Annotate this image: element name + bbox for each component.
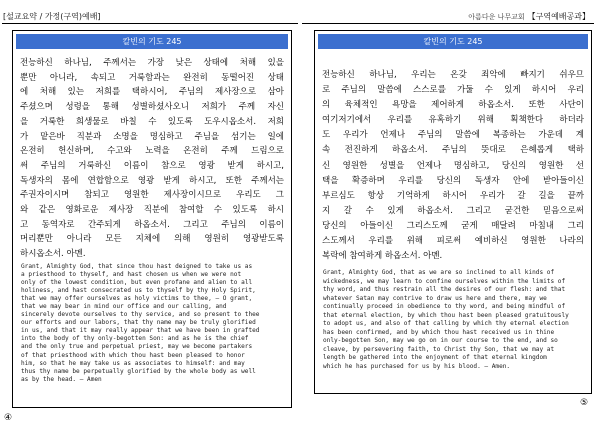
right-header-rule [302,23,594,24]
english-line: in us, and that it may really appear that we have been in grafted [21,327,260,335]
english-line: and the only true and perpetual priest, may we become partakers [21,343,253,351]
english-line: sincerely devote ourselves to thy service, and so present to thee [21,311,260,319]
korean-line: 부르심도 항상 기억하게 하시어 우리가 갈 길을 끝까 [322,190,584,201]
right-page-number: ⑤ [580,398,589,408]
left-prayer-title: 칼빈의 기도 245 [16,34,288,49]
english-line: of that priesthood with which thou hast been pleased to honor [21,351,245,359]
english-line: cleave, by persevering faith, to Christ thy Son, that we may at [323,345,555,353]
english-line: a priesthood to thyself, and hast chosen us when we were not [21,271,242,279]
english-line: him, so that he may take us as associates to himself: and may [21,359,245,367]
right-prayer-box [314,30,592,394]
left-korean-text [20,56,284,262]
right-page [300,0,600,424]
korean-line: 속 전진하게 하옵소서. 주님의 뜻대로 은혜롭게 택하 [322,145,584,156]
korean-line: 에 처해 있는 저희를 택하시어, 주님의 제사장으로 삼아 [20,87,284,98]
english-line: continually proceed in obedience to thy word, and being mindful of [323,303,566,310]
korean-line: 뿐만 아니라, 속되고 거룩함과는 완전히 동떨어진 상태 [20,72,284,83]
left-english-text [21,263,284,384]
korean-line: 택을 확증하며 우리를 당신의 독생자 안에 받아들이신 [322,175,584,186]
korean-line: 의 육체적인 욕망을 제어하게 하옵소서. 또한 사단이 [322,100,584,111]
english-line: that eternal election, by which thou hast been pleased gratuitously [323,311,569,319]
english-line: only of the lowest condition, but even profane and alien to all [21,279,253,287]
english-line: thy word, and thus restrain all the desires of our flesh: and that [323,286,566,293]
left-page-number: ④ [4,413,13,423]
english-line: Grant, Almighty God, that as we are so inclined to all kinds of [323,269,555,276]
right-english-text [323,269,584,371]
korean-line: 가 맡은바 직분과 소명을 명심하고 주님을 섬기는 일에 [20,131,284,142]
english-line: only-begotten Son, may we go on in our course to the end, and so [323,337,558,344]
left-prayer-box [12,30,292,408]
right-korean-text [322,68,584,264]
korean-line: 지 갈 수 있게 하옵소서. 그리고 굳건한 믿음으로써 [322,205,584,216]
korean-line: 도 우리가 언제나 주님의 말씀에 복종하는 가운데 계 [322,130,584,141]
english-line: which he has purchased for us by his blood. — Amen. [323,362,511,370]
english-line: has been confirmed, and by which thou hast received us in thine [323,328,555,336]
english-line: that we may bear in mind our office and our calling, and [21,303,227,311]
korean-line: 하시옵소서. 아멘. [20,249,86,260]
korean-line: 온전히 헌신하며, 수고와 노력을 온전히 주께 드림으로 [20,146,284,157]
korean-line: 주권자이시며 참되고 영원한 제사장이시므로 우리도 그 [20,190,284,201]
english-line: that we may offer ourselves as holy victims to thee, — O grant, [21,295,253,303]
korean-line: 주셨으며 성령을 통해 성별하셨사오니 저희가 주께 자신 [20,102,284,113]
english-line: as by the head. — Amen [21,375,102,383]
left-header-rule [2,23,298,24]
korean-line: 복락에 참여하게 하옵소서. 아멘. [322,251,443,262]
english-line: length be gathered into the enjoyment of that eternal kingdom [323,354,547,361]
korean-line: 써 주님의 거룩하신 이름이 참으로 영광 받게 하시고, [20,160,284,171]
korean-line: 독생자의 몸에 연합함으로 영광 받게 하시고, 또한 주께서는 [20,175,284,186]
english-line: thus thy name be perpetually glorified by the whole body as well [21,367,256,375]
english-line: holiness, and hast consecrated us to thyself by thy Holy Spirit, [21,287,256,295]
korean-line: 신 영원한 성별을 언제나 명심하고, 당신의 영원한 선 [322,160,584,171]
right-header-title: 【구역예배공과】 [527,12,590,21]
english-line: whatever Satan may contrive to draw us here and there, may we [323,294,547,302]
church-name: 아름다운 나무교회 [468,13,525,21]
english-line: Grant, Almighty God, that since thou hast deigned to take us as [21,263,253,270]
korean-line: 로 주님의 말씀에 스스로를 가둘 수 있게 하시어 우리 [322,85,584,96]
korean-line: 전능하신 하나님, 주께서는 가장 낮은 상태에 처해 있을 [20,58,284,68]
english-line: into the body of thy only-begotten Son: and as he is the chief [21,335,249,343]
english-line: our efforts and our labors, that thy name may be truly glorified [21,319,256,327]
korean-line: 당신의 아들이신 그리스도께 굳게 매달려 마침내 그리 [322,220,584,231]
english-line: to adopt us, and also of that calling by which thy eternal election [323,320,569,327]
korean-line: 와 같은 영화로운 제사장 직분에 참여할 수 있도록 하시 [20,205,284,216]
korean-line: 스도께서 우리를 위해 피로써 예비하신 영원한 나라의 [322,236,584,247]
korean-line: 을 거룩한 희생물로 바칠 수 있도록 도우시옵소서. 저희 [20,116,284,127]
korean-line: 전능하신 하나님, 우리는 온갖 죄악에 빠지기 쉬우므 [322,70,584,80]
right-prayer-title: 칼빈의 기도 245 [318,34,588,49]
left-header: [설교요약 / 가정(구역)예배] [3,12,101,21]
korean-line: 머리뿐만 아니라 모든 지체에 의해 영원히 영광받도록 [20,234,284,245]
korean-line: 고 동역자로 간주되게 하옵소서. 그리고 주님의 이름이 [20,219,284,230]
english-line: wickedness, we may learn to confine ourselves within the limits of [323,277,566,285]
right-header [468,12,590,22]
korean-line: 여기저기에서 우리를 유혹하기 위해 획책한다 하더라 [322,115,584,126]
